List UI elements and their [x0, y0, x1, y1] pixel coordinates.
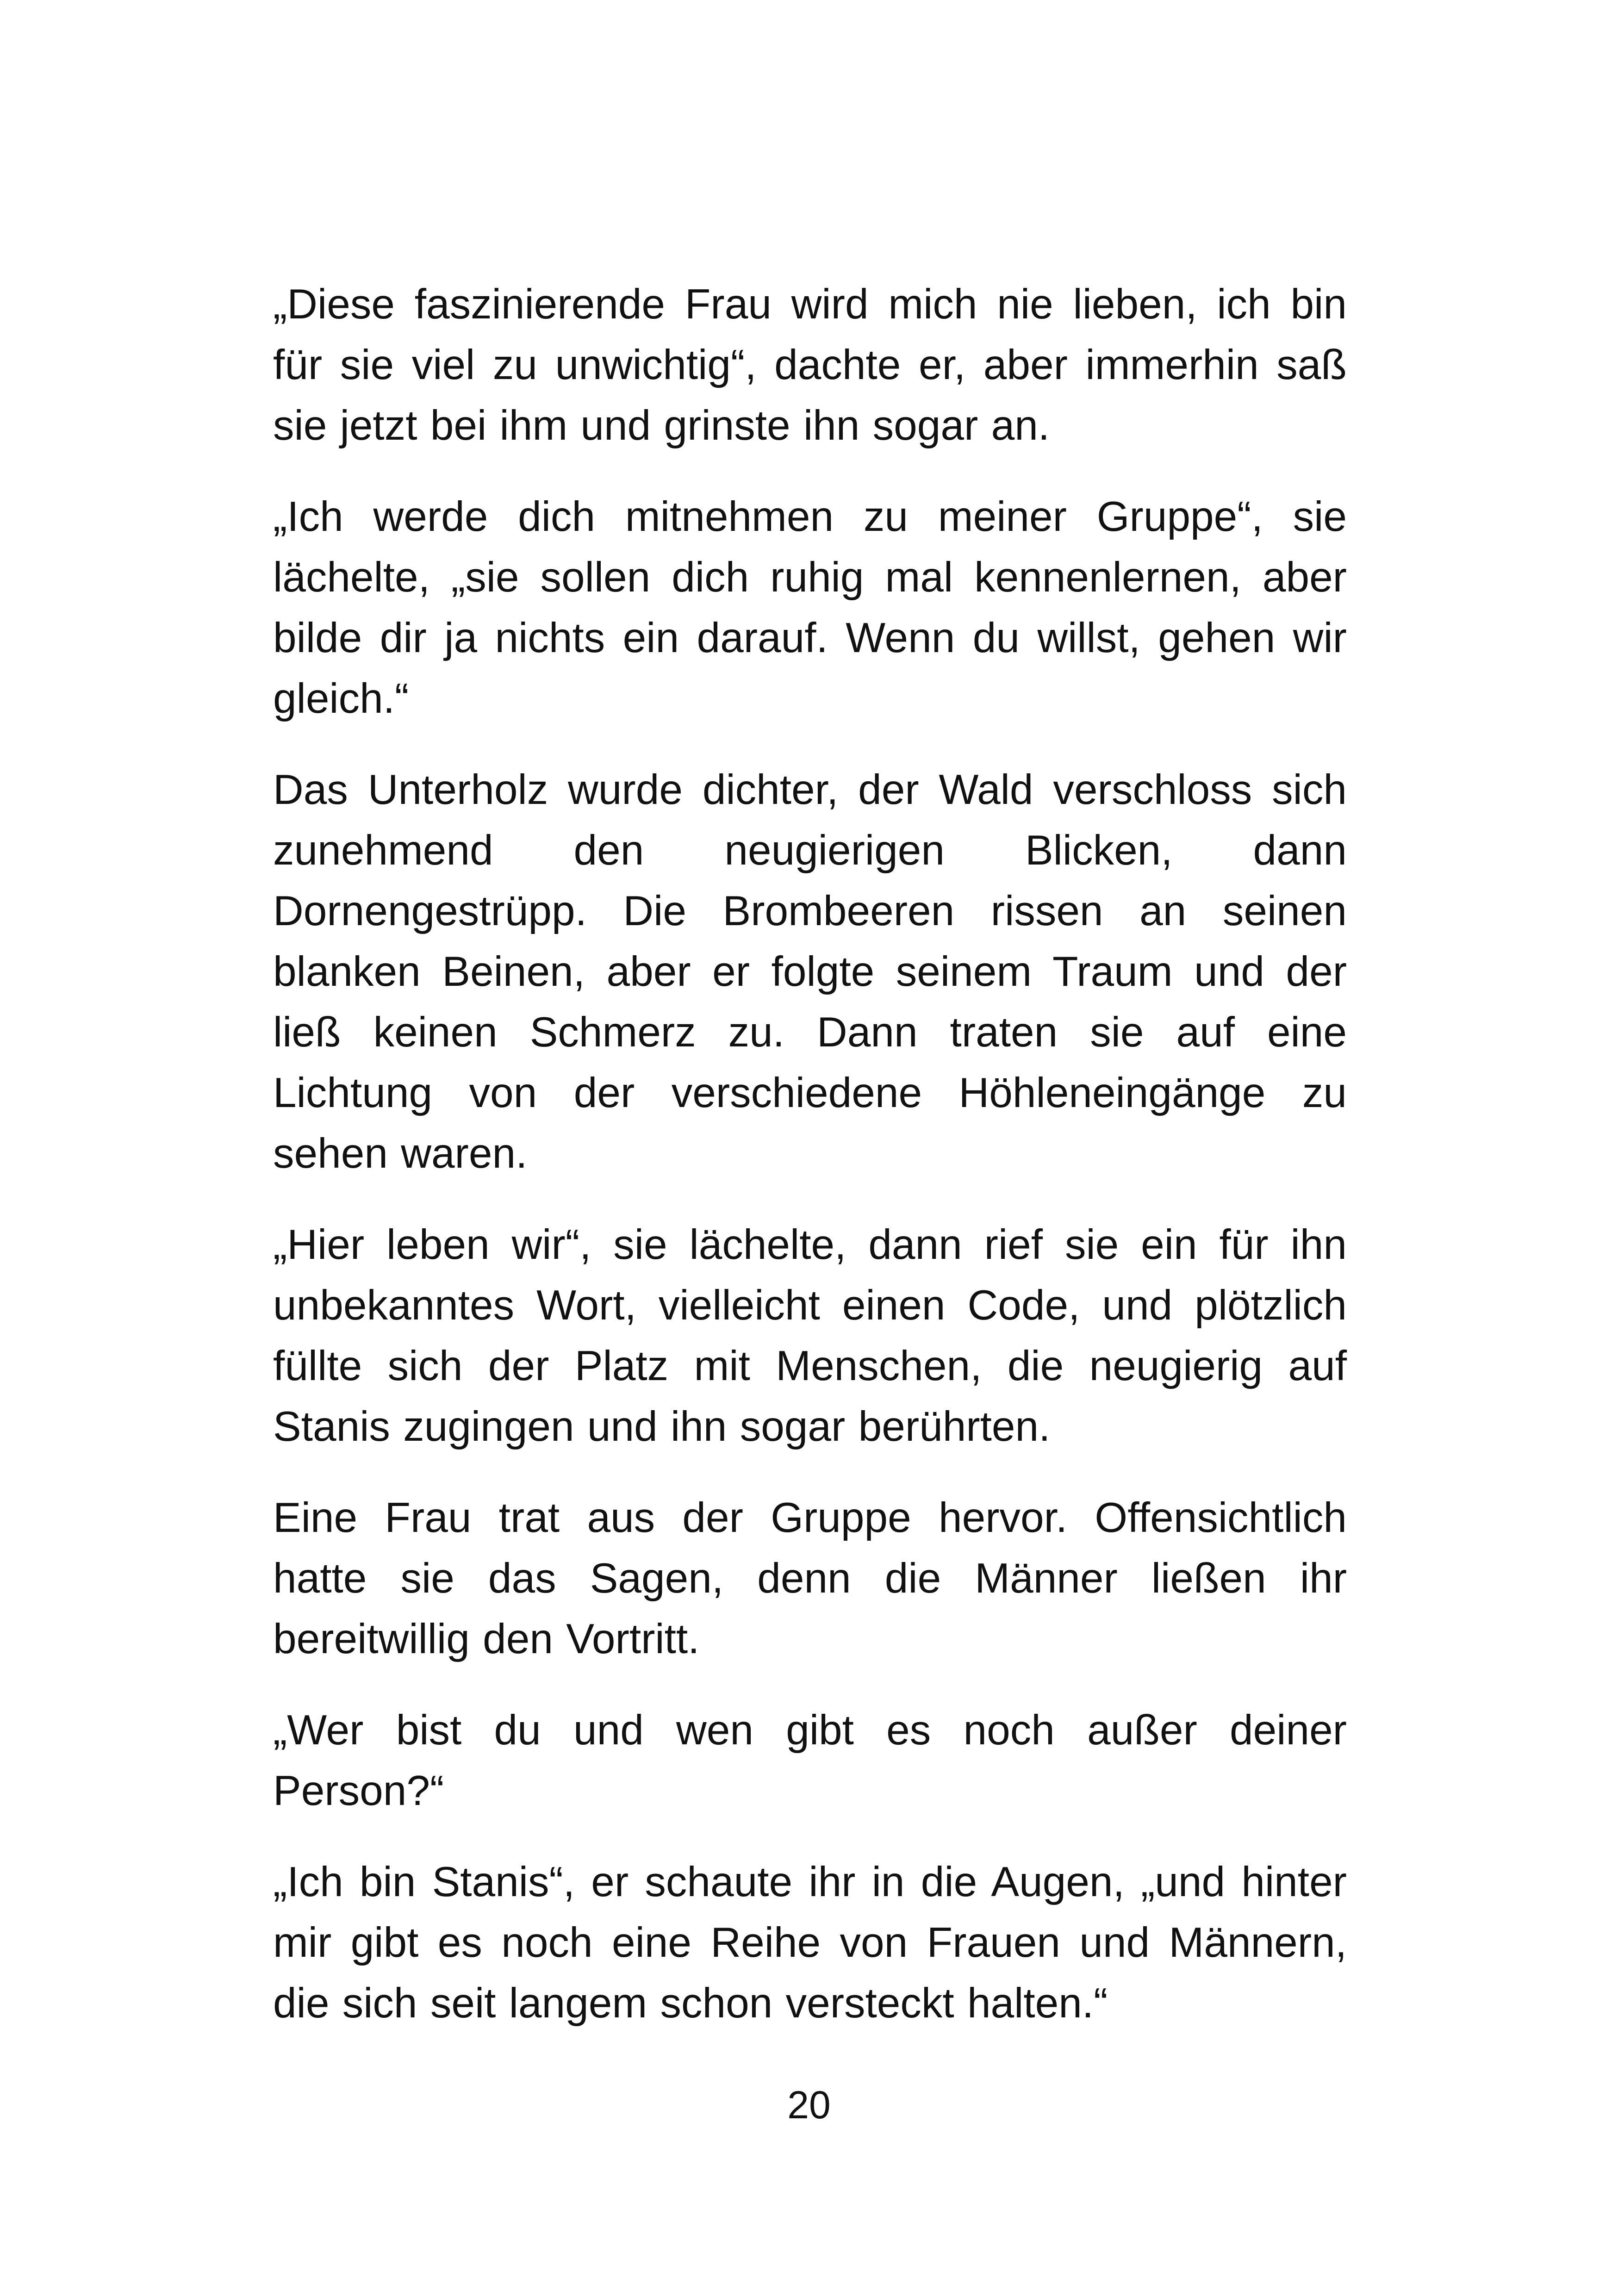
page-number: 20 — [787, 2083, 831, 2127]
paragraph-4: „Hier leben wir“, sie lächelte, dann rief sie ein für ihn unbekanntes Wort, vielleicht einen Code, und plötzlich füllte sich der Platz mit Menschen, die neugierig auf Stanis zugingen und ihn sogar berührten. — [273, 1221, 1347, 1450]
paragraph-1: „Diese faszinierende Frau wird mich nie lieben, ich bin für sie viel zu unwichtig“, dachte er, aber immerhin saß sie jetzt bei ihm und grinste ihn sogar an. — [273, 281, 1347, 449]
paragraph-6: „Wer bist du und wen gibt es noch außer deiner Person?“ — [273, 1707, 1347, 1814]
paragraph-7: „Ich bin Stanis“, er schaute ihr in die Augen, „und hinter mir gibt es noch eine Reihe von Frauen und Männern, die sich seit langem schon versteckt halten.“ — [273, 1859, 1347, 2027]
paragraph-5: Eine Frau trat aus der Gruppe hervor. Offensichtlich hatte sie das Sagen, denn die Männer ließen ihr bereitwillig den Vortritt. — [273, 1494, 1347, 1662]
paragraph-2: „Ich werde dich mitnehmen zu meiner Gruppe“, sie lächelte, „sie sollen dich ruhig mal kennenlernen, aber bilde dir ja nichts ein darauf. Wenn du willst, gehen wir gleich.“ — [273, 493, 1347, 722]
body-text — [273, 274, 1347, 2064]
paragraph-3: Das Unterholz wurde dichter, der Wald verschloss sich zunehmend den neugierigen Blicken, dann Dornengestrüpp. Die Brombeeren rissen an seinen blanken Beinen, aber er folgte seinem Traum und der ließ keinen Schmerz zu. Dann traten sie auf eine Lichtung von der verschiedene Höhleneingänge zu sehen waren. — [273, 766, 1347, 1177]
